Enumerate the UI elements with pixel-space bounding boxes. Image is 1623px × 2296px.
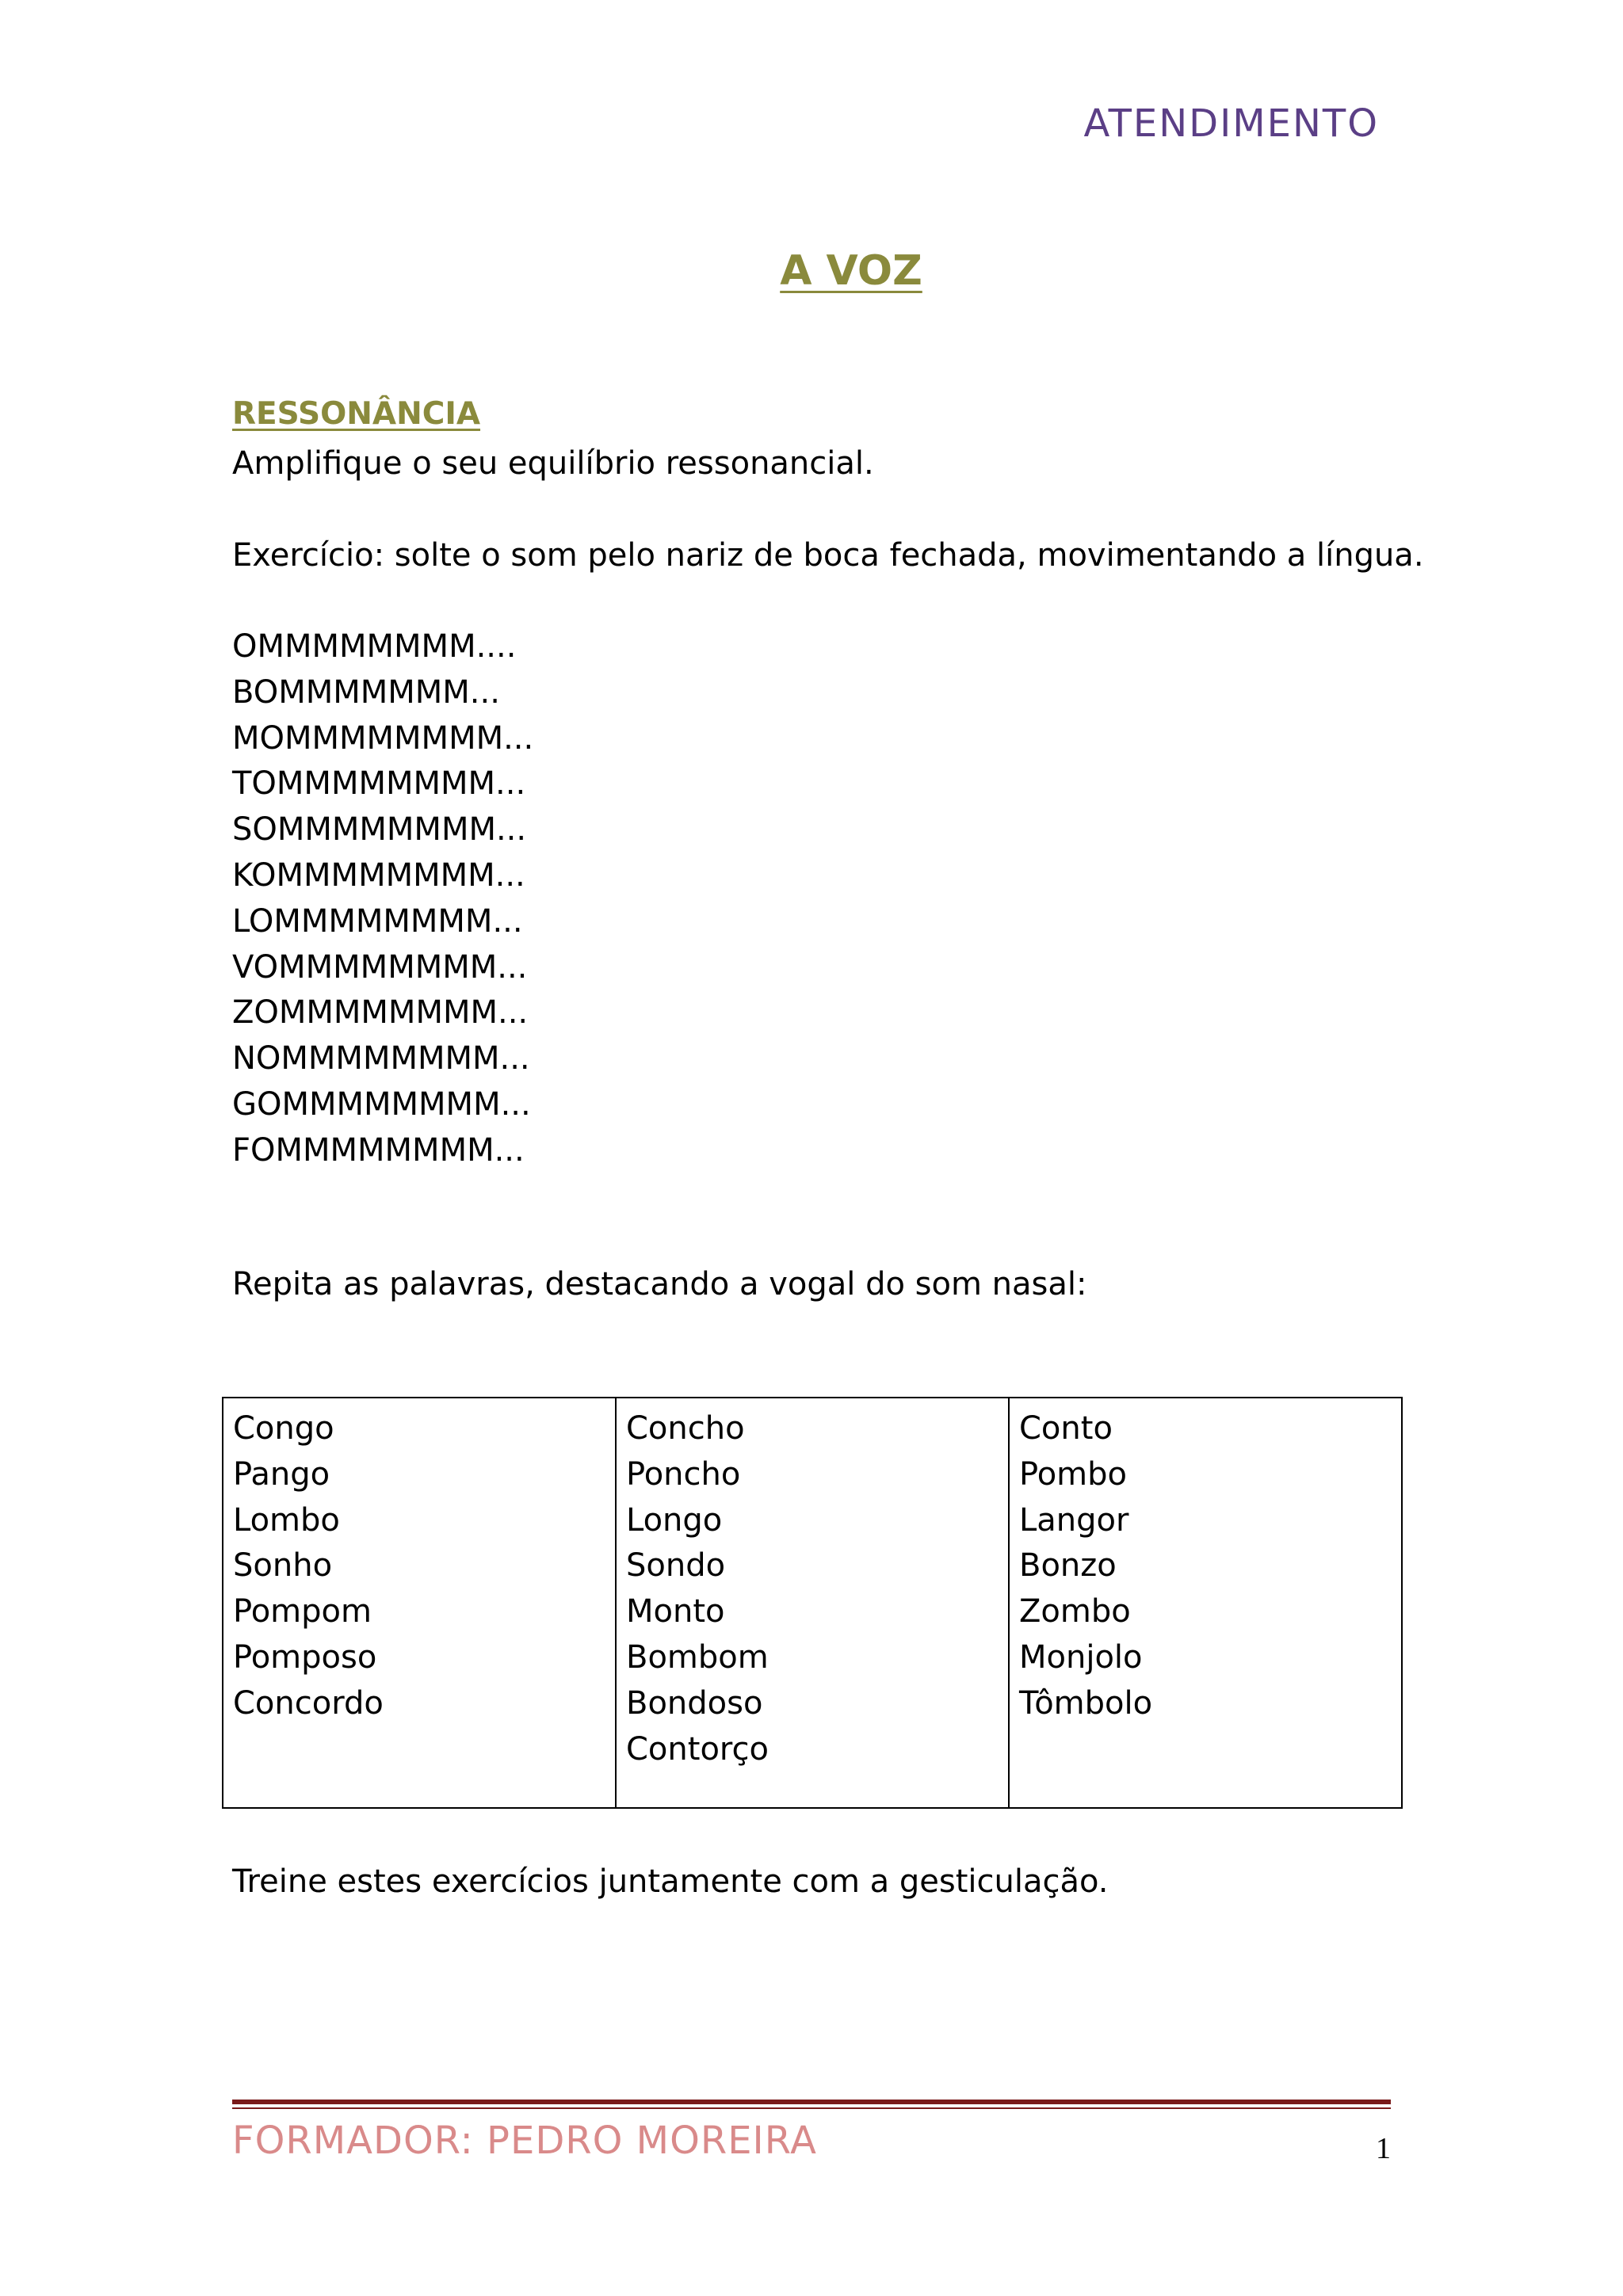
section-heading: RESSONÂNCIA	[232, 396, 481, 432]
intro-paragraph: Amplifique o seu equilíbrio ressonancial.	[232, 445, 874, 482]
table-cell-word: Conto	[1019, 1410, 1113, 1447]
table-cell-word: Bonzo	[1019, 1547, 1117, 1585]
exercise-paragraph: Exercício: solte o som pelo nariz de boca fechada, movimentando a língua.	[232, 537, 1424, 574]
word-table	[222, 1397, 1403, 1809]
table-cell-word: Lombo	[233, 1501, 340, 1539]
table-cell-word: Bombom	[626, 1638, 769, 1676]
table-cell-word: Concordo	[233, 1684, 384, 1722]
table-cell-word: Bondoso	[626, 1684, 763, 1722]
table-cell-word: Contorço	[626, 1730, 769, 1768]
syllable-item: ZOMMMMMMMM...	[232, 994, 529, 1032]
footer-divider	[232, 2100, 1391, 2104]
table-row	[223, 1398, 1402, 1808]
table-cell-word: Pango	[233, 1455, 330, 1493]
table-cell-word: Monto	[626, 1593, 725, 1630]
header-title: ATENDIMENTO	[1083, 101, 1379, 146]
syllable-item: NOMMMMMMMM...	[232, 1040, 530, 1077]
syllable-item: MOMMMMMMMM...	[232, 719, 534, 757]
syllable-item: VOMMMMMMMM...	[232, 948, 528, 986]
table-cell-word: Longo	[626, 1501, 723, 1539]
table-cell-word: Poncho	[626, 1455, 741, 1493]
table-cell-word: Congo	[233, 1410, 334, 1447]
syllable-item: LOMMMMMMMM...	[232, 902, 523, 940]
syllable-list	[232, 624, 533, 1174]
table-cell-word: Monjolo	[1019, 1638, 1143, 1676]
table-cell-word: Sondo	[626, 1547, 726, 1585]
table-cell-word: Zombo	[1019, 1593, 1131, 1630]
syllable-item: TOMMMMMMMM...	[232, 765, 526, 803]
page-title: A VOZ	[780, 247, 922, 295]
syllable-item: BOMMMMMMM...	[232, 673, 500, 711]
repeat-instruction: Repita as palavras, destacando a vogal do som nasal:	[232, 1266, 1087, 1302]
syllable-item: KOMMMMMMMM...	[232, 856, 525, 894]
word-column-1	[223, 1398, 616, 1808]
closing-paragraph: Treine estes exercícios juntamente com a gesticulação.	[232, 1863, 1109, 1900]
syllable-item: SOMMMMMMMM...	[232, 811, 527, 849]
syllable-item: FOMMMMMMMM...	[232, 1131, 525, 1169]
table-cell-word: Langor	[1019, 1501, 1129, 1539]
page-number: 1	[1376, 2132, 1391, 2165]
syllable-item: OMMMMMMMM....	[232, 628, 517, 665]
table-cell-word: Pombo	[1019, 1455, 1127, 1493]
word-column-3	[1009, 1398, 1402, 1808]
table-cell-word: Sonho	[233, 1547, 333, 1585]
table-cell-word: Pomposo	[233, 1638, 377, 1676]
syllable-item: GOMMMMMMMM...	[232, 1085, 531, 1123]
word-column-2	[616, 1398, 1009, 1808]
table-cell-word: Concho	[626, 1410, 745, 1447]
table-cell-word: Tômbolo	[1019, 1684, 1153, 1722]
footer-author: FORMADOR: PEDRO MOREIRA	[232, 2119, 817, 2163]
footer-divider-thin	[232, 2107, 1391, 2109]
table-cell-word: Pompom	[233, 1593, 372, 1630]
